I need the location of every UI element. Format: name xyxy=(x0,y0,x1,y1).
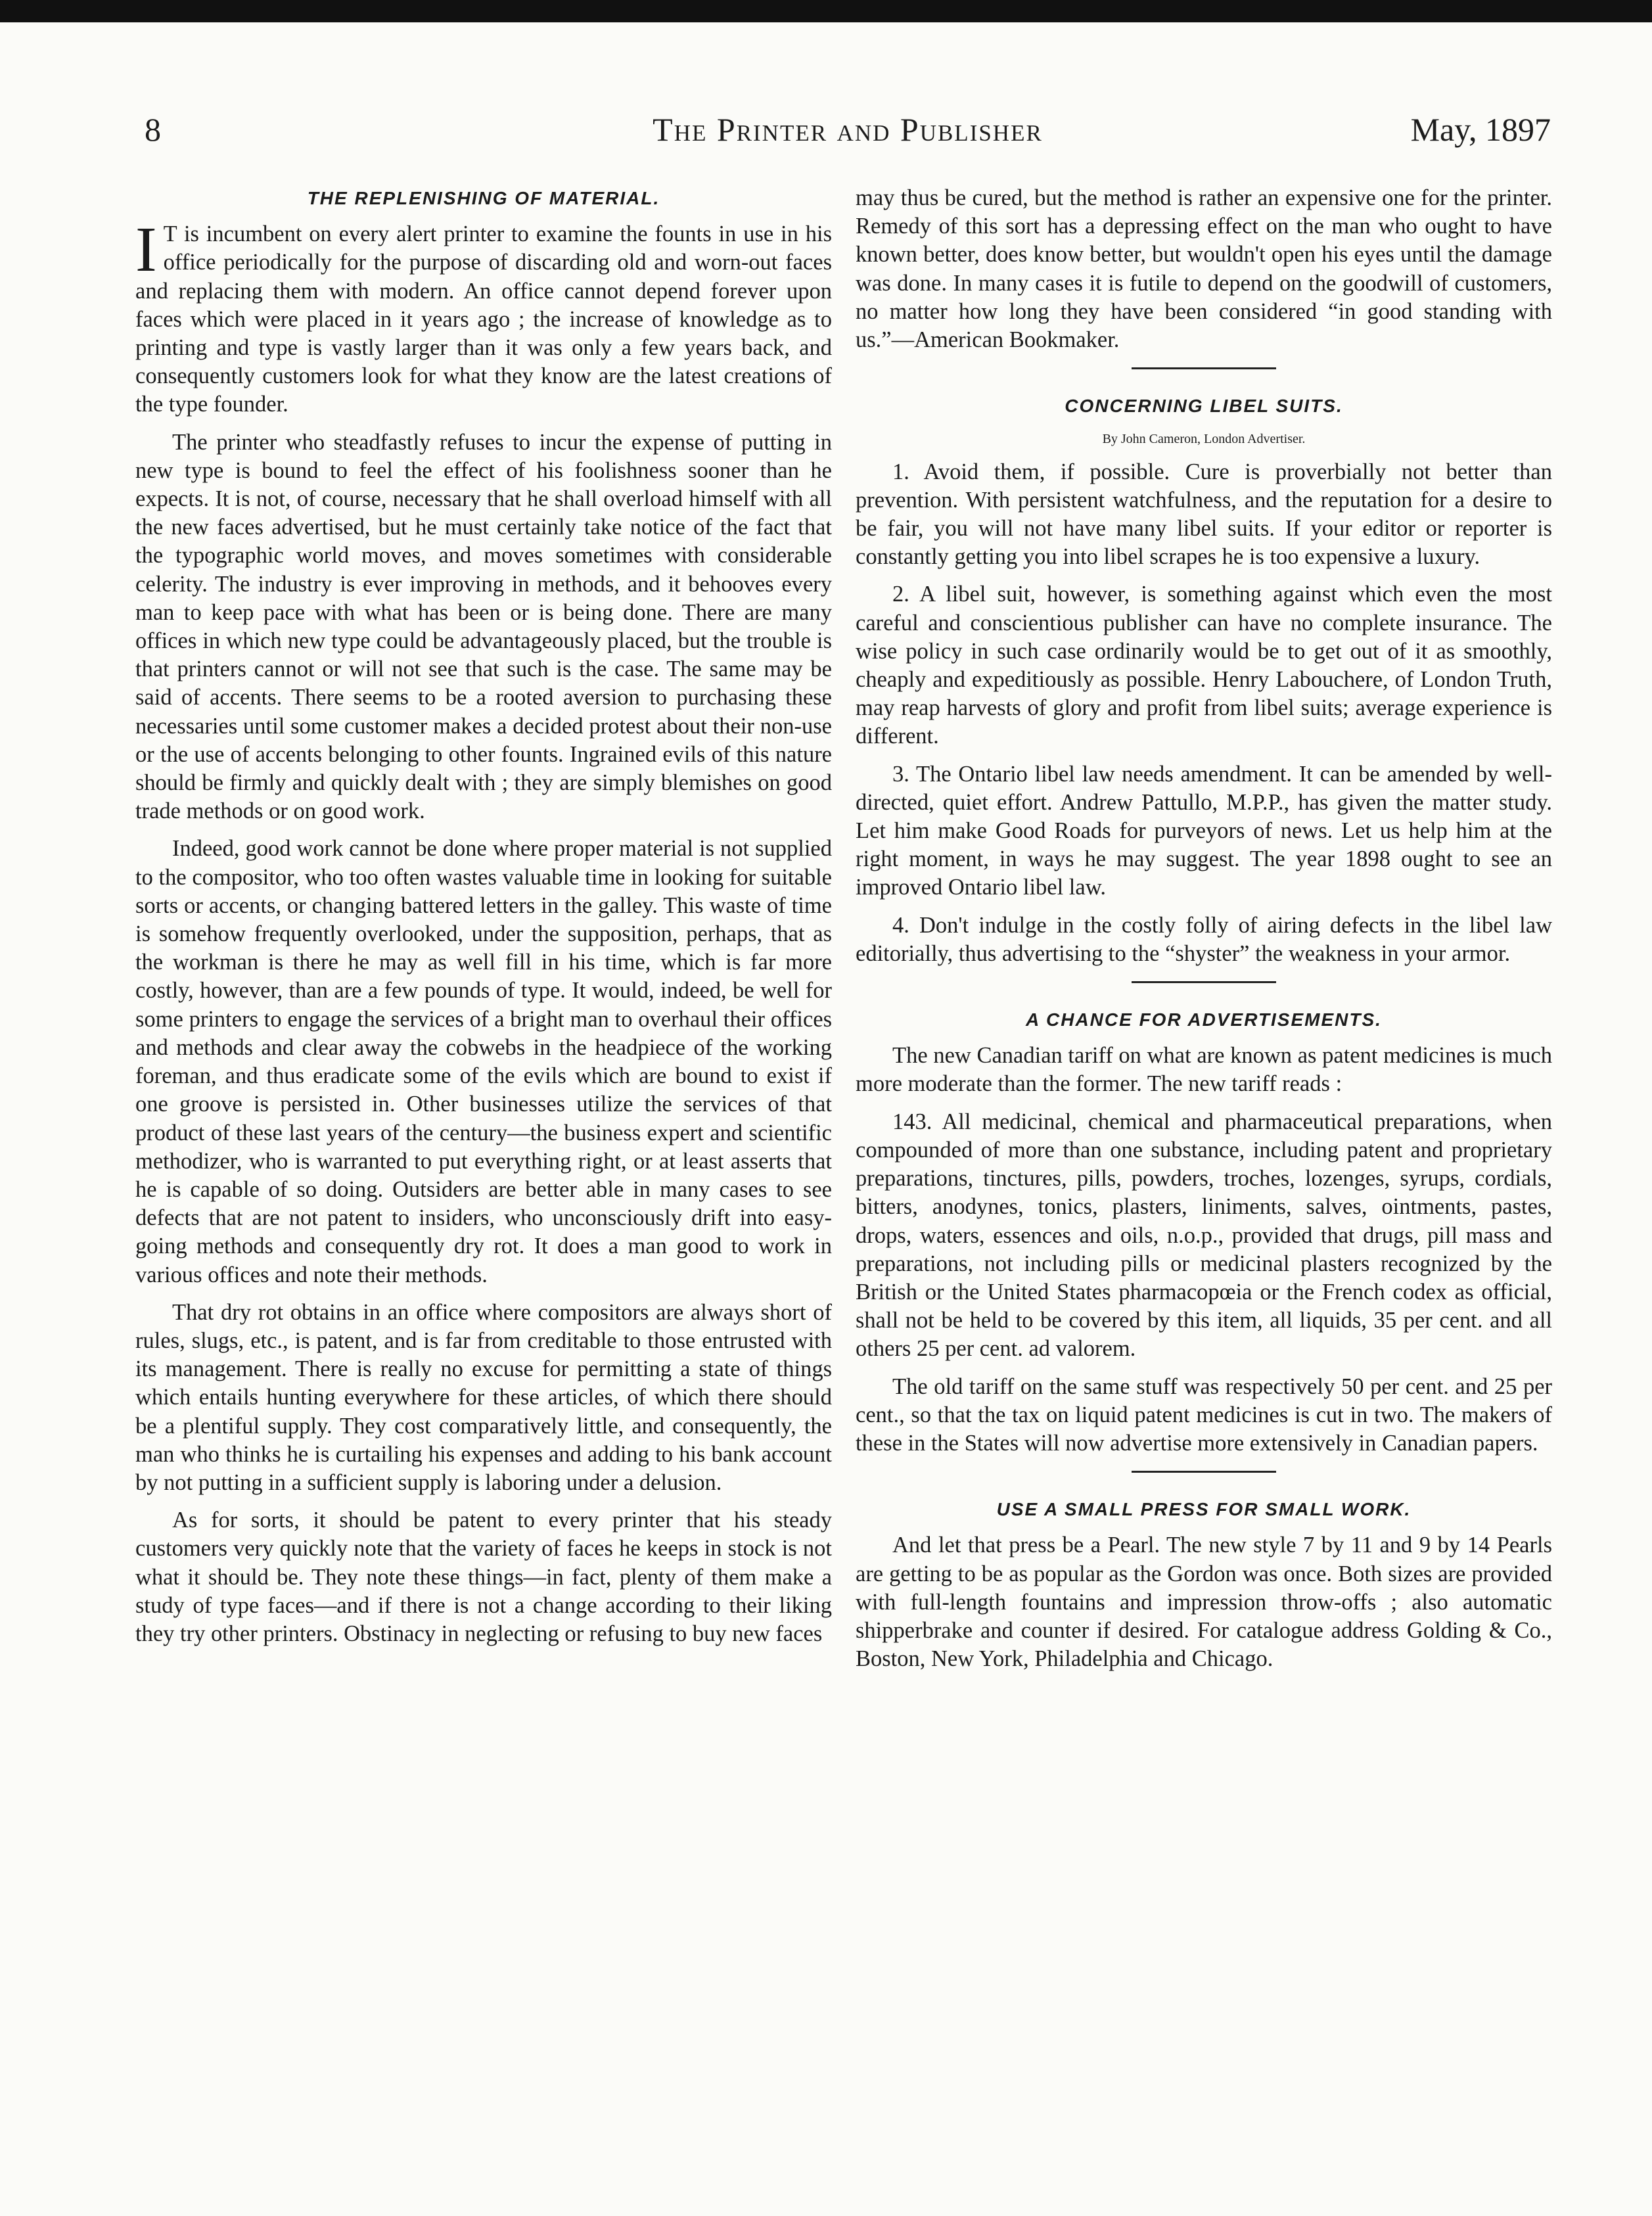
publication-title: The Printer and Publisher xyxy=(653,111,1043,148)
issue-date: May, 1897 xyxy=(1410,111,1551,148)
section-divider xyxy=(1132,367,1276,369)
top-border-rule xyxy=(0,0,1652,22)
drop-cap: I xyxy=(135,214,157,286)
right-column xyxy=(856,184,1552,1682)
article-paragraph: That dry rot obtains in an office where compositors are always short of rules, slugs, etc., is patent, and is far from creditable to those entrusted with its management. There is really no excuse for permitting a state of things which entails hunting everywhere for these articles, of which there should be a plentiful supply. They cost comparatively little, and consequently, the man who thinks he is curtailing his expenses and adding to his bank account by not putting in a sufficient supply is laboring under a delusion. xyxy=(135,1299,832,1495)
page-header xyxy=(145,110,1551,163)
article-paragraph: 2. A libel suit, however, is something against which even the most careful and conscientious publisher can have no complete insurance. The wise policy in such case ordinarily would be to get out of it as smoothly, cheaply and expeditiously as possible. Henry Labouchere, of London Truth, may reap harvests of glory and profit from libel suits; average experience is different. xyxy=(856,582,1552,749)
article-title-replenishing: THE REPLENISHING OF MATERIAL. xyxy=(307,188,660,208)
article-byline: By John Cameron, London Advertiser. xyxy=(1102,432,1306,447)
article-paragraph: 143. All medicinal, chemical and pharmaceutical preparations, when compounded of more than one substance, including patent and proprietary preparations, tinctures, pills, powders, troches, lozenges, syrups, cordials, bitters, anodynes, tonics, plasters, liniments, salves, ointments, pastes, drops, waters, essences and oils, n.o.p., provided that drugs, pill mass and preparations, not including pills or medicinal plasters recognized by the British or the United States pharmacopœia or the French codex as official, shall not be held to be covered by this item, all liquids, 35 per cent. and all others 25 per cent. ad valorem. xyxy=(856,1109,1552,1362)
article-title-libel: CONCERNING LIBEL SUITS. xyxy=(1065,396,1343,417)
page-number: 8 xyxy=(145,111,161,148)
left-column xyxy=(135,184,832,1657)
article-paragraph: 3. The Ontario libel law needs amendment. It can be amended by well-directed, quiet effort. Andrew Pattullo, M.P.P., has given the matter study. Let him make Good Roads for purveyors of news. Let us help him at the right moment, in ways he may suggest. The year 1898 ought to see an improved Ontario libel law. xyxy=(856,761,1552,900)
article-paragraph: The new Canadian tariff on what are known as patent medicines is much more moderate than the former. The new tariff reads : xyxy=(856,1043,1552,1097)
paragraph-text: T is incumbent on every alert printer to examine the founts in use in his office periodically for the purpose of discarding old and worn-out faces and replacing them with modern. An office cannot depend forever upon faces which were placed in it years ago ; the increase of knowledge as to printing and type is vastly larger than it was only a few years back, and consequently customers look for what they know are the latest creations of the type founder. xyxy=(135,221,832,417)
section-divider xyxy=(1132,1471,1276,1473)
article-paragraph: The printer who steadfastly refuses to incur the expense of putting in new type is bound to feel the effect of his foolishness sooner than he expects. It is not, of course, necessary that he shall overload himself with all the new faces advertised, but he must certainly take notice of the fact that the typographic world moves, and moves sometimes with considerable celerity. The industry is ever improving in methods, and it behooves every man to keep pace with what has been or is being done. There are many offices in which new type could be advantageously placed, but the trouble is that printers cannot or will not see that such is the case. The same may be said of accents. There seems to be a rooted aversion to purchasing these necessaries until some customer makes a decided protest about their non-use or the use of accents belonging to other founts. Ingrained evils of this nature should be firmly and quickly dealt with ; they are simply blemishes on good trade methods or on good work. xyxy=(135,429,832,824)
continued-paragraph: may thus be cured, but the method is rather an expensive one for the printer. Remedy of this sort has a depressing effect on the man who ought to have known better, does know better, but wouldn't open his eyes until the damage was done. In many cases it is futile to depend on the goodwill of customers, no matter how long they have been considered “in good standing with us.”—American Bookmaker. xyxy=(856,185,1552,353)
article-paragraph: 4. Don't indulge in the costly folly of airing defects in the libel law editorially, thus advertising to the “shyster” the weakness in your armor. xyxy=(856,912,1552,966)
section-divider xyxy=(1132,981,1276,983)
article-paragraph: The old tariff on the same stuff was respectively 50 per cent. and 25 per cent., so that the tax on liquid patent medicines is cut in two. The makers of these in the States will now advertise more extensively in Canadian papers. xyxy=(856,1373,1552,1456)
article-paragraph: 1. Avoid them, if possible. Cure is proverbially not better than prevention. With persistent watchfulness, and the reputation for a desire to be fair, you will not have many libel suits. If your editor or reporter is constantly getting you into libel scrapes he is too expensive a luxury. xyxy=(856,459,1552,570)
article-paragraph: Indeed, good work cannot be done where proper material is not supplied to the compositor, who too often wastes valuable time in looking for suitable sorts or accents, or changing battered letters in the galley. This waste of time is somehow frequently overlooked, under the supposition, perhaps, that as the workman is there he may as well fill in his time, which is far more costly, however, than are a few pounds of type. It would, indeed, be well for some printers to engage the services of a bright man to overhaul their offices and methods and clear away the cobwebs in the headpiece of the working foreman, and thus eradicate some of the evils which are bound to exist if one groove is persisted in. Other businesses utilize the services of that product of these last years of the century—the business expert and scientific methodizer, who is warranted to put everything right, or at least asserts that he is capable of so doing. Outsiders are better able in many cases to see defects that are not patent to insiders, who unconsciously drift into easy-going methods and consequently dry rot. It does a man good to work in various offices and note their methods. xyxy=(135,836,832,1287)
article-paragraph: And let that press be a Pearl. The new style 7 by 11 and 9 by 14 Pearls are getting to be as popular as the Gordon was once. Both sizes are provided with full-length fountains and impression throw-offs ; also automatic shipperbrake and counter if desired. For catalogue address Golding & Co., Boston, New York, Philadelphia and Chicago. xyxy=(856,1533,1552,1672)
article-paragraph xyxy=(135,214,832,419)
article-title-advertisements: A CHANCE FOR ADVERTISEMENTS. xyxy=(1026,1009,1382,1030)
article-paragraph: As for sorts, it should be patent to every printer that his steady customers very quickly note that the variety of faces he keeps in stock is not what it should be. They note these things—in fact, plenty of them make a study of type faces—and if there is not a change according to their liking they try other printers. Obstinacy in neglecting or refusing to buy new faces xyxy=(135,1508,832,1646)
article-title-small-press: USE A SMALL PRESS FOR SMALL WORK. xyxy=(996,1499,1411,1520)
